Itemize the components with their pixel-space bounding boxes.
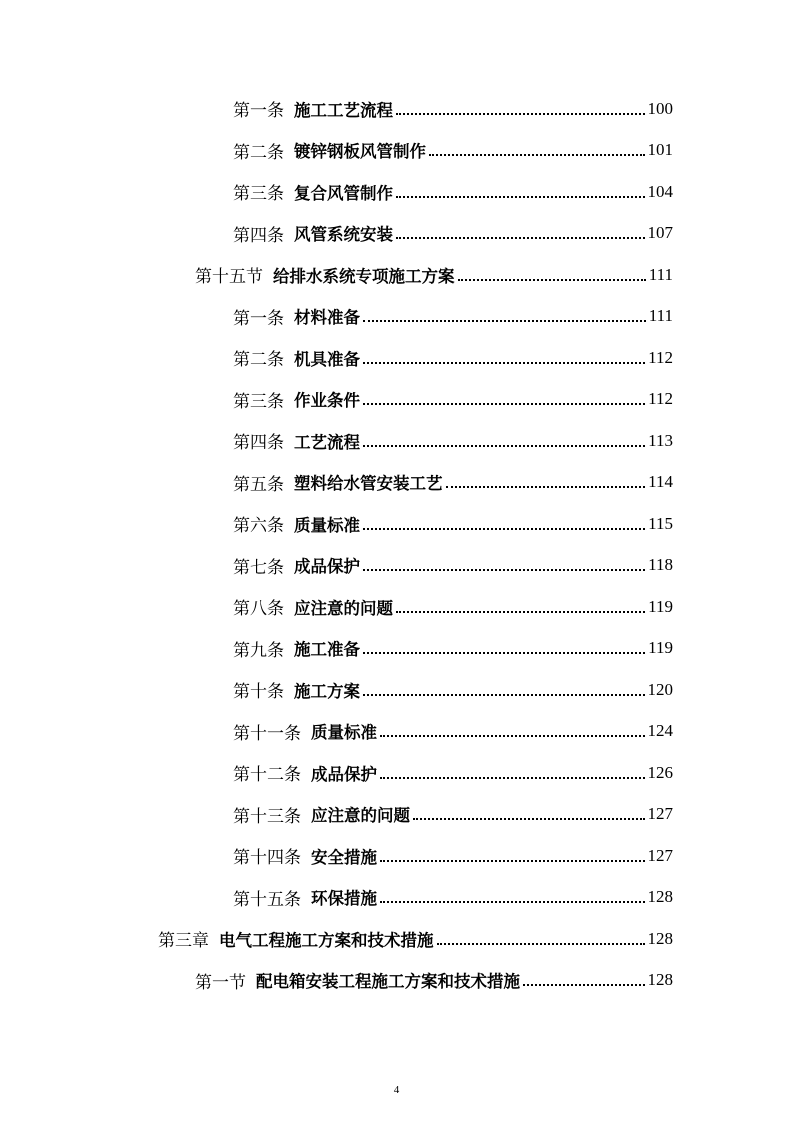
toc-entry-page: 111 xyxy=(648,306,673,326)
toc-entry-number: 第五条 xyxy=(233,474,284,494)
toc-entry[interactable] xyxy=(0,171,793,213)
toc-leader-dots xyxy=(363,569,645,571)
toc-entry-number: 第十五条 xyxy=(233,889,301,909)
toc-leader-dots xyxy=(413,818,645,820)
toc-entry[interactable] xyxy=(0,669,793,711)
toc-entry-title: 安全措施 xyxy=(311,847,377,867)
toc-entry-number: 第六条 xyxy=(233,516,284,536)
toc-leader-dots xyxy=(363,528,645,530)
toc-entry-number: 第八条 xyxy=(233,599,284,619)
toc-leader-dots xyxy=(380,860,645,862)
toc-entry-title: 施工方案 xyxy=(294,681,360,701)
toc-entry[interactable] xyxy=(0,545,793,587)
toc-leader-dots xyxy=(363,694,645,696)
toc-entry-number: 第十四条 xyxy=(233,848,301,868)
toc-entry-title: 应注意的问题 xyxy=(294,598,393,618)
toc-entry-title: 施工工艺流程 xyxy=(294,100,393,120)
toc-entry-page: 112 xyxy=(648,347,673,367)
toc-entry-title: 成品保护 xyxy=(294,557,360,577)
toc-entry-number: 第九条 xyxy=(233,640,284,660)
toc-entry-title: 成品保护 xyxy=(311,764,377,784)
toc-entry-page: 119 xyxy=(648,596,673,616)
toc-leader-dots xyxy=(396,611,645,613)
toc-entry-page: 120 xyxy=(647,679,673,699)
toc-entry-title: 给排水系统专项施工方案 xyxy=(273,266,455,286)
toc-entry-page: 112 xyxy=(648,389,673,409)
toc-entry[interactable] xyxy=(0,628,793,670)
toc-entry-title: 质量标准 xyxy=(294,515,360,535)
page-number-footer: 4 xyxy=(393,1084,400,1096)
toc-entry-title: 质量标准 xyxy=(311,723,377,743)
toc-entry-page: 128 xyxy=(647,928,673,948)
toc-leader-dots xyxy=(446,486,646,488)
toc-entry-page: 119 xyxy=(648,638,673,658)
toc-entry-page: 107 xyxy=(647,223,673,243)
toc-entry[interactable] xyxy=(0,88,793,130)
toc-entry[interactable] xyxy=(0,296,793,338)
toc-entry[interactable] xyxy=(0,960,793,1002)
toc-entry-title: 风管系统安装 xyxy=(294,225,393,245)
toc-entry[interactable] xyxy=(0,337,793,379)
toc-entry-number: 第三章 xyxy=(158,931,209,951)
toc-entry-title: 环保措施 xyxy=(311,889,377,909)
toc-entry-number: 第十一条 xyxy=(233,723,301,743)
toc-entry-number: 第十三条 xyxy=(233,806,301,826)
toc-entry-page: 128 xyxy=(647,887,673,907)
toc-entry-title: 机具准备 xyxy=(294,349,360,369)
toc-entry[interactable] xyxy=(0,254,793,296)
toc-entry-number: 第十二条 xyxy=(233,765,301,785)
toc-entry-page: 100 xyxy=(647,98,673,118)
toc-leader-dots xyxy=(458,279,646,281)
toc-entry[interactable] xyxy=(0,835,793,877)
toc-entry-title: 塑料给水管安装工艺 xyxy=(294,474,443,494)
toc-entry-title: 作业条件 xyxy=(294,391,360,411)
toc-entry-page: 126 xyxy=(647,762,673,782)
toc-leader-dots xyxy=(396,196,645,198)
toc-leader-dots xyxy=(396,113,645,115)
toc-entry-page: 127 xyxy=(647,804,673,824)
toc-entry[interactable] xyxy=(0,503,793,545)
toc-entry-number: 第四条 xyxy=(233,433,284,453)
toc-leader-dots xyxy=(523,984,645,986)
toc-entry-number: 第二条 xyxy=(233,350,284,370)
toc-entry-title: 镀锌钢板风管制作 xyxy=(294,142,426,162)
toc-entry[interactable] xyxy=(0,586,793,628)
toc-entry-number: 第一节 xyxy=(195,972,246,992)
toc-entry-page: 127 xyxy=(647,845,673,865)
toc-entry-number: 第二条 xyxy=(233,142,284,162)
toc-entry[interactable] xyxy=(0,379,793,421)
toc-entry-title: 材料准备 xyxy=(294,308,360,328)
toc-leader-dots xyxy=(429,154,645,156)
toc-entry[interactable] xyxy=(0,752,793,794)
toc-leader-dots xyxy=(437,943,645,945)
toc-leader-dots xyxy=(380,901,645,903)
toc-entry-number: 第一条 xyxy=(233,308,284,328)
toc-entry-title: 施工准备 xyxy=(294,640,360,660)
toc-leader-dots xyxy=(380,735,645,737)
toc-entry-page: 114 xyxy=(648,472,673,492)
toc-entry-page: 101 xyxy=(647,140,673,160)
toc-entry-page: 104 xyxy=(647,181,673,201)
toc-entry-number: 第三条 xyxy=(233,391,284,411)
toc-entry-number: 第七条 xyxy=(233,557,284,577)
toc-entry-number: 第十条 xyxy=(233,682,284,702)
toc-leader-dots xyxy=(363,403,645,405)
toc-leader-dots xyxy=(363,320,646,322)
toc-leader-dots xyxy=(363,652,645,654)
toc-entry-page: 124 xyxy=(647,721,673,741)
toc-entry[interactable] xyxy=(0,213,793,255)
toc-entry-page: 128 xyxy=(647,970,673,990)
toc-entry-page: 111 xyxy=(648,264,673,284)
toc-entry-page: 115 xyxy=(648,513,673,533)
toc-entry-title: 复合风管制作 xyxy=(294,183,393,203)
toc-entry-number: 第三条 xyxy=(233,184,284,204)
toc-entry-title: 工艺流程 xyxy=(294,432,360,452)
toc-entry[interactable] xyxy=(0,420,793,462)
toc-entry-page: 113 xyxy=(648,430,673,450)
toc-entry-title: 配电箱安装工程施工方案和技术措施 xyxy=(256,972,520,992)
toc-leader-dots xyxy=(363,445,645,447)
toc-entry-number: 第四条 xyxy=(233,225,284,245)
toc-entry[interactable] xyxy=(0,130,793,172)
toc-entry[interactable] xyxy=(0,918,793,960)
toc-entry-page: 118 xyxy=(648,555,673,575)
toc-entry[interactable] xyxy=(0,794,793,836)
toc-entry[interactable] xyxy=(0,877,793,919)
toc-leader-dots xyxy=(380,777,645,779)
toc-leader-dots xyxy=(396,237,645,239)
toc-entry[interactable] xyxy=(0,711,793,753)
toc-leader-dots xyxy=(363,362,645,364)
toc-entry-title: 应注意的问题 xyxy=(311,806,410,826)
toc-entry-number: 第十五节 xyxy=(195,267,263,287)
toc-entry[interactable] xyxy=(0,462,793,504)
table-of-contents xyxy=(0,88,793,1001)
toc-entry-title: 电气工程施工方案和技术措施 xyxy=(219,930,434,950)
toc-entry-number: 第一条 xyxy=(233,101,284,121)
